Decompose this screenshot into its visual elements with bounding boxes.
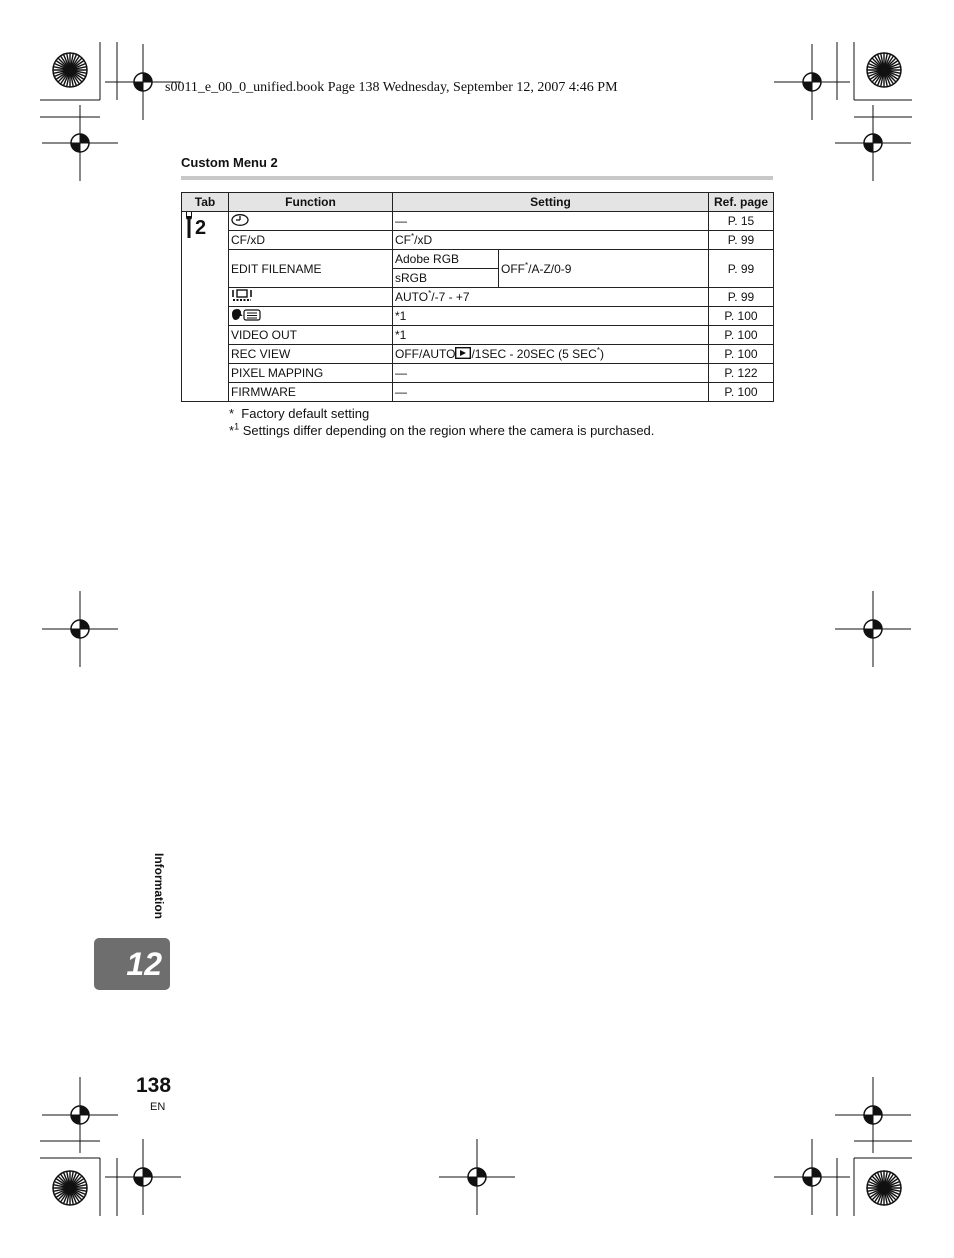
table-row <box>182 231 774 250</box>
setting-cell: sRGB <box>393 269 499 288</box>
ref-cell: P. 99 <box>709 231 774 250</box>
function-cell: VIDEO OUT <box>229 326 393 345</box>
setting-cell: OFF/AUTO /1SEC - 20SEC (5 SEC*) <box>393 345 709 364</box>
function-cell: FIRMWARE <box>229 383 393 402</box>
tab-number: 2 <box>195 217 207 239</box>
ref-cell: P. 100 <box>709 383 774 402</box>
section-title: Custom Menu 2 <box>181 155 278 170</box>
setting-cell: Adobe RGB <box>393 250 499 269</box>
language-icon <box>231 308 263 321</box>
tab-cell <box>182 212 229 402</box>
ref-cell: P. 100 <box>709 307 774 326</box>
table-row <box>182 383 774 402</box>
ref-cell: P. 100 <box>709 345 774 364</box>
header-tab: Tab <box>182 193 229 212</box>
setting-cell: CF*/xD <box>393 231 709 250</box>
function-cell <box>229 212 393 231</box>
setting-cell: — <box>393 364 709 383</box>
function-cell <box>229 288 393 307</box>
footnote-region: *$^1$ Settings differ depending on the region where the camera is purchased. <box>229 421 655 438</box>
function-cell: PIXEL MAPPING <box>229 364 393 383</box>
setting-cell: AUTO*/-7 - +7 <box>393 288 709 307</box>
function-cell <box>229 307 393 326</box>
title-underline <box>181 176 773 180</box>
table-row <box>182 288 774 307</box>
tab-indicator <box>184 212 206 238</box>
table-row <box>182 307 774 326</box>
clock-icon <box>231 214 249 226</box>
table-row <box>182 364 774 383</box>
footnote-factory-default: * Factory default setting <box>229 406 370 421</box>
function-cell: EDIT FILENAME <box>229 250 393 288</box>
wrench-icon <box>184 212 194 238</box>
print-header: s0011_e_00_0_unified.book Page 138 Wednesday, September 12, 2007 4:46 PM <box>165 80 618 95</box>
custom-menu-table <box>181 192 774 402</box>
setting-cell: OFF*/A-Z/0-9 <box>499 250 709 288</box>
ref-cell: P. 15 <box>709 212 774 231</box>
setting-cell: — <box>393 383 709 402</box>
page-number: 138 <box>136 1074 172 1097</box>
setting-cell: — <box>393 212 709 231</box>
setting-cell: *1 <box>393 326 709 345</box>
ref-cell: P. 99 <box>709 288 774 307</box>
setting-cell: *1 <box>393 307 709 326</box>
playback-icon <box>455 347 471 359</box>
table-row <box>182 250 774 269</box>
chapter-tab: 12 <box>94 938 170 990</box>
header-ref: Ref. page <box>709 193 774 212</box>
page-language: EN <box>150 1101 166 1113</box>
function-cell: REC VIEW <box>229 345 393 364</box>
section-side-label: Information <box>152 853 166 919</box>
ref-cell: P. 99 <box>709 250 774 288</box>
ref-cell: P. 122 <box>709 364 774 383</box>
header-function: Function <box>229 193 393 212</box>
footnotes <box>229 405 654 439</box>
table-row <box>182 326 774 345</box>
header-setting: Setting <box>393 193 709 212</box>
table-row <box>182 212 774 231</box>
table-row <box>182 345 774 364</box>
ref-cell: P. 100 <box>709 326 774 345</box>
table-header-row <box>182 193 774 212</box>
function-cell: CF/xD <box>229 231 393 250</box>
monitor-brightness-icon <box>231 289 253 302</box>
